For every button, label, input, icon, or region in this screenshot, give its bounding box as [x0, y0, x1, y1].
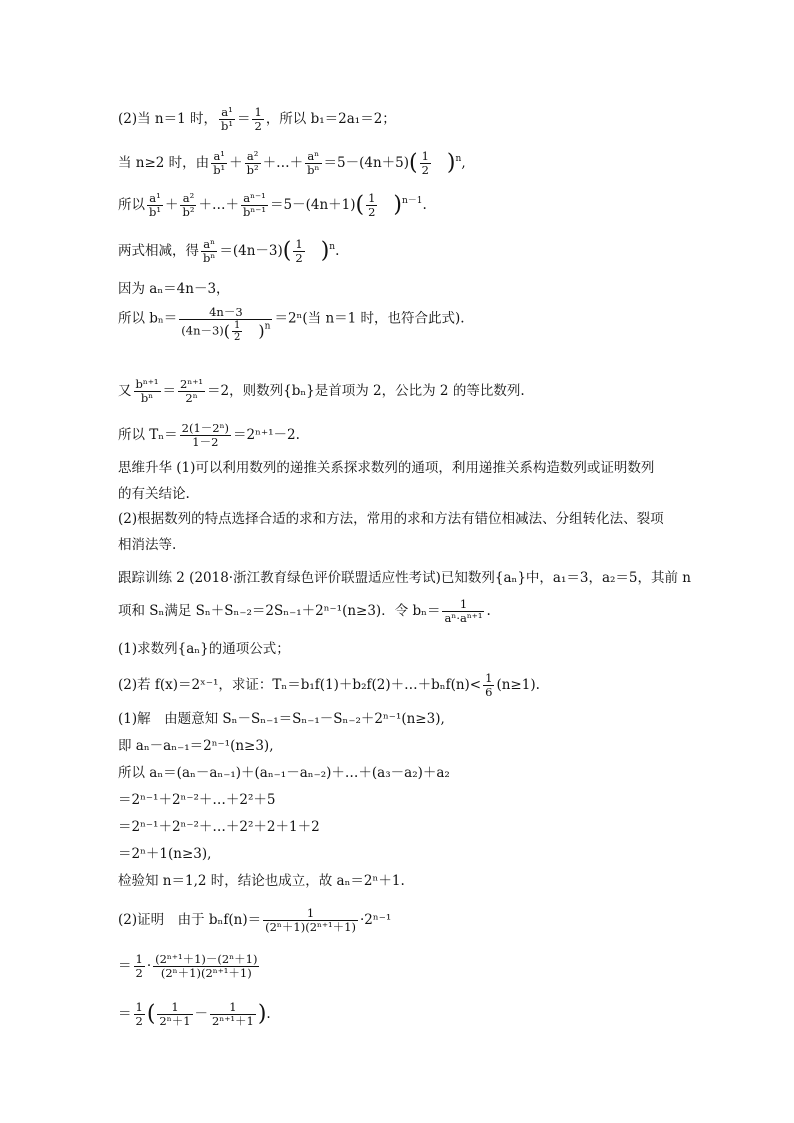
fraction: $\frac{1}{2}$	[234, 320, 241, 343]
line-1: (2)当 n＝1 时， $\frac{\text{a¹}}{\text{b¹}}$ ＝ $\frac{1}{2}$ ，所以 b₁＝2a₁＝2；	[118, 105, 396, 133]
fraction: $\frac{\text{a¹}}{\text{b¹}}$	[149, 191, 161, 219]
line-6: 所以 bₙ＝ 4n－3 (4n－3)( $\frac{1}{2}$ )$^n$ ＝2ⁿ(当 n＝1 时，也符合此式).	[118, 305, 465, 343]
fraction: $\frac{\text{2(1－2ⁿ)}}{1-2}$	[181, 421, 230, 449]
line-4: 两式相减，得 $\frac{\text{aⁿ}}{\text{bⁿ}}$ ＝(4n－3)( $\frac{1}{2}$ )$^n$.	[118, 237, 340, 265]
fraction: $\frac{1}{2}$	[135, 952, 143, 980]
line-12: 相消法等.	[118, 537, 177, 553]
fraction: 4n－3 (4n－3)( $\frac{1}{2}$ )$^n$	[181, 305, 271, 343]
fraction: $\frac{\text{aⁿ}}{\text{bⁿ}}$	[307, 149, 320, 177]
line-2: 当 n≥2 时，由 $\frac{\text{a¹}}{\text{b¹}}$ ＋ $\frac{\text{a²}}{\text{b²}}$ ＋…＋ $\frac{\text{aⁿ}}{\text{bⁿ}}$ ＝5－(4n＋5)( $\frac{1}{2}$ )$^n$,	[118, 149, 466, 177]
fraction: $\frac{\text{a²}}{\text{b²}}$	[182, 191, 195, 219]
line-9: 思维升华 (1)可以利用数列的递推关系探求数列的通项，利用递推关系构造数列或证明数列	[118, 460, 655, 476]
line-24: (2)证明 由于 bₙf(n)＝ $\frac{1}{\text{(2ⁿ＋1)(2ⁿ⁺¹＋1)}}$ ·2ⁿ⁻¹	[118, 906, 392, 934]
fraction: $\frac{1}{\text{2ⁿ＋1}}$	[159, 1000, 191, 1028]
fraction: $\frac{1}{\text{aⁿ·aⁿ⁺¹}}$	[444, 597, 483, 625]
line-17: (1)解 由题意知 Sₙ－Sₙ₋₁＝Sₙ₋₁－Sₙ₋₂＋2ⁿ⁻¹(n≥3),	[118, 711, 445, 727]
fraction: $\frac{\text{(2ⁿ⁺¹＋1)－(2ⁿ＋1)}}{\text{(2ⁿ＋1)(2ⁿ⁺¹＋1)}}$	[155, 952, 258, 980]
fraction: $\frac{\text{aⁿ}}{\text{bⁿ}}$	[203, 237, 216, 265]
fraction: $\frac{\text{a²}}{\text{b²}}$	[246, 149, 259, 177]
fraction: $\frac{\text{bⁿ⁺¹}}{\text{bⁿ}}$	[135, 377, 159, 405]
line-16: (2)若 f(x)＝2ˣ⁻¹，求证：Tₙ＝b₁f(1)＋b₂f(2)＋…＋bₙf(n)< $\frac{1}{6}$ (n≥1).	[118, 671, 540, 699]
text: ，所以 b₁＝2a₁＝2；	[265, 111, 396, 127]
fraction: $\frac{1}{2}$	[421, 149, 429, 177]
line-7: 又 $\frac{\text{bⁿ⁺¹}}{\text{bⁿ}}$ ＝ $\frac{\text{2ⁿ⁺¹}}{\text{2ⁿ}}$ ＝2，则数列{bₙ}是首项为 2，公比为 2 的等比数列.	[118, 377, 525, 405]
fraction: $\frac{1}{2}$	[254, 105, 262, 133]
line-13: 跟踪训练 2 (2018·浙江教育绿色评价联盟适应性考试)已知数列{aₙ}中，a₁＝3，a₂＝5，其前 n	[118, 570, 692, 586]
fraction: $\frac{1}{2}$	[295, 237, 303, 265]
line-11: (2)根据数列的特点选择合适的求和方法，常用的求和方法有错位相减法、分组转化法、裂项	[118, 511, 664, 527]
fraction: $\frac{1}{2}$	[135, 1000, 143, 1028]
line-18: 即 aₙ－aₙ₋₁＝2ⁿ⁻¹(n≥3),	[118, 738, 274, 754]
line-25: ＝ $\frac{1}{2}$ · $\frac{\text{(2ⁿ⁺¹＋1)－(2ⁿ＋1)}}{\text{(2ⁿ＋1)(2ⁿ⁺¹＋1)}}$	[118, 952, 258, 980]
fraction: $\frac{1}{2}$	[368, 191, 376, 219]
fraction: $\frac{1}{6}$	[485, 671, 493, 699]
line-21: ＝2ⁿ⁻¹＋2ⁿ⁻²＋…＋2²＋2＋1＋2	[118, 819, 320, 835]
line-15: (1)求数列{aₙ}的通项公式；	[118, 641, 290, 657]
fraction: $\frac{\text{a¹}}{\text{b¹}}$	[221, 105, 233, 133]
fraction: $\frac{1}{\text{2ⁿ⁺¹＋1}}$	[212, 1000, 254, 1028]
text: (2)当 n＝1 时，	[118, 111, 217, 127]
line-23: 检验知 n＝1,2 时，结论也成立，故 aₙ＝2ⁿ＋1.	[118, 873, 405, 889]
line-10: 的有关结论.	[118, 486, 190, 502]
line-26: ＝ $\frac{1}{2}$ ( $\frac{1}{\text{2ⁿ＋1}}$ － $\frac{1}{\text{2ⁿ⁺¹＋1}}$ ).	[118, 1000, 271, 1028]
line-5: 因为 aₙ＝4n－3，	[118, 281, 230, 297]
fraction: $\frac{\text{2ⁿ⁺¹}}{\text{2ⁿ}}$	[180, 377, 204, 405]
fraction: $\frac{1}{\text{(2ⁿ＋1)(2ⁿ⁺¹＋1)}}$	[265, 906, 356, 934]
line-22: ＝2ⁿ＋1(n≥3),	[118, 846, 212, 862]
line-3: 所以 $\frac{\text{a¹}}{\text{b¹}}$ ＋ $\frac{\text{a²}}{\text{b²}}$ ＋…＋ $\frac{\text{aⁿ⁻¹}}{\text{bⁿ⁻¹}}$ ＝5－(4n＋1)( $\frac{1}{2}$ )$^{n-1}$.	[118, 191, 427, 219]
line-8: 所以 Tₙ＝ $\frac{\text{2(1－2ⁿ)}}{1-2}$ ＝2ⁿ⁺¹－2.	[118, 421, 300, 449]
line-19: 所以 aₙ＝(aₙ－aₙ₋₁)＋(aₙ₋₁－aₙ₋₂)＋…＋(a₃－a₂)＋a₂	[118, 765, 450, 781]
line-20: ＝2ⁿ⁻¹＋2ⁿ⁻²＋…＋2²＋5	[118, 792, 276, 808]
fraction: $\frac{\text{aⁿ⁻¹}}{\text{bⁿ⁻¹}}$	[242, 191, 266, 219]
line-14: 项和 Sₙ满足 Sₙ＋Sₙ₋₂＝2Sₙ₋₁＋2ⁿ⁻¹(n≥3)．令 bₙ＝ $\frac{1}{\text{aⁿ·aⁿ⁺¹}}$ .	[118, 597, 491, 625]
fraction: $\frac{\text{a¹}}{\text{b¹}}$	[213, 149, 226, 177]
